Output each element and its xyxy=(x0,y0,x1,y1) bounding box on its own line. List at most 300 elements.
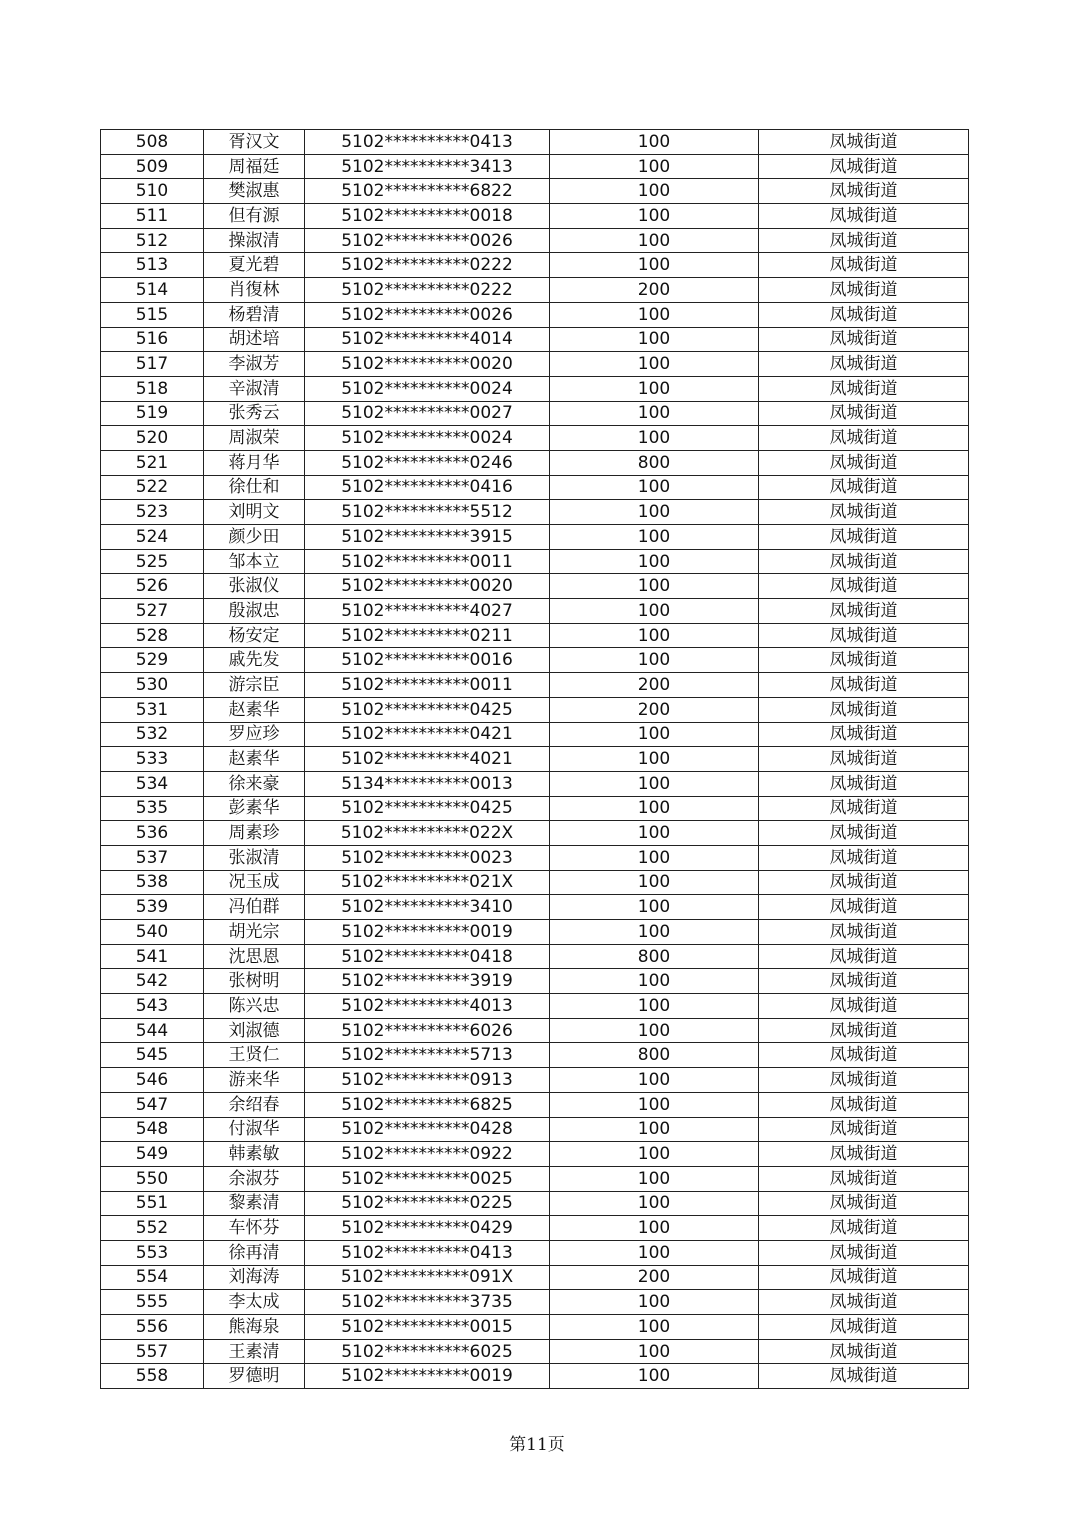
table-row xyxy=(101,771,969,796)
id-number-cell: 5102**********0211 xyxy=(305,623,550,648)
page-number: 第11页 xyxy=(509,1435,565,1455)
amount-cell: 100 xyxy=(550,895,759,920)
row-index-cell: 557 xyxy=(101,1339,204,1364)
id-number-cell: 5102**********3915 xyxy=(305,525,550,550)
table-row xyxy=(101,845,969,870)
street-cell: 凤城街道 xyxy=(759,228,969,253)
id-number-cell: 5102**********0425 xyxy=(305,796,550,821)
amount-cell: 800 xyxy=(550,1043,759,1068)
id-number-cell: 5102**********4013 xyxy=(305,994,550,1019)
name-cell: 张淑清 xyxy=(204,845,305,870)
row-index-cell: 532 xyxy=(101,722,204,747)
street-cell: 凤城街道 xyxy=(759,525,969,550)
row-index-cell: 508 xyxy=(101,130,204,155)
amount-cell: 100 xyxy=(550,302,759,327)
name-cell: 周淑荣 xyxy=(204,426,305,451)
id-number-cell: 5102**********0026 xyxy=(305,228,550,253)
name-cell: 游来华 xyxy=(204,1068,305,1093)
name-cell: 颜少田 xyxy=(204,525,305,550)
id-number-cell: 5102**********0246 xyxy=(305,450,550,475)
name-cell: 罗德明 xyxy=(204,1364,305,1389)
name-cell: 罗应珍 xyxy=(204,722,305,747)
table-row xyxy=(101,895,969,920)
table-row xyxy=(101,722,969,747)
street-cell: 凤城街道 xyxy=(759,722,969,747)
street-cell: 凤城街道 xyxy=(759,500,969,525)
row-index-cell: 526 xyxy=(101,574,204,599)
amount-cell: 100 xyxy=(550,179,759,204)
amount-cell: 100 xyxy=(550,722,759,747)
street-cell: 凤城街道 xyxy=(759,1339,969,1364)
name-cell: 张秀云 xyxy=(204,401,305,426)
amount-cell: 100 xyxy=(550,549,759,574)
table-row xyxy=(101,673,969,698)
name-cell: 张树明 xyxy=(204,969,305,994)
name-cell: 周福廷 xyxy=(204,154,305,179)
street-cell: 凤城街道 xyxy=(759,426,969,451)
row-index-cell: 535 xyxy=(101,796,204,821)
name-cell: 付淑华 xyxy=(204,1117,305,1142)
amount-cell: 100 xyxy=(550,401,759,426)
row-index-cell: 548 xyxy=(101,1117,204,1142)
row-index-cell: 540 xyxy=(101,920,204,945)
table-row xyxy=(101,599,969,624)
id-number-cell: 5102**********5713 xyxy=(305,1043,550,1068)
table-row xyxy=(101,376,969,401)
row-index-cell: 549 xyxy=(101,1142,204,1167)
name-cell: 王贤仁 xyxy=(204,1043,305,1068)
id-number-cell: 5102**********4014 xyxy=(305,327,550,352)
row-index-cell: 556 xyxy=(101,1315,204,1340)
name-cell: 刘淑德 xyxy=(204,1018,305,1043)
row-index-cell: 558 xyxy=(101,1364,204,1389)
table-row xyxy=(101,500,969,525)
row-index-cell: 545 xyxy=(101,1043,204,1068)
name-cell: 沈思恩 xyxy=(204,944,305,969)
name-cell: 杨碧清 xyxy=(204,302,305,327)
table-row xyxy=(101,450,969,475)
name-cell: 殷淑忠 xyxy=(204,599,305,624)
row-index-cell: 552 xyxy=(101,1216,204,1241)
amount-cell: 100 xyxy=(550,130,759,155)
row-index-cell: 553 xyxy=(101,1240,204,1265)
table-row xyxy=(101,352,969,377)
id-number-cell: 5102**********0019 xyxy=(305,920,550,945)
row-index-cell: 550 xyxy=(101,1166,204,1191)
id-number-cell: 5102**********0913 xyxy=(305,1068,550,1093)
street-cell: 凤城街道 xyxy=(759,623,969,648)
amount-cell: 100 xyxy=(550,1018,759,1043)
table-row xyxy=(101,426,969,451)
street-cell: 凤城街道 xyxy=(759,796,969,821)
table-row xyxy=(101,870,969,895)
amount-cell: 100 xyxy=(550,475,759,500)
id-number-cell: 5102**********0222 xyxy=(305,253,550,278)
id-number-cell: 5102**********0019 xyxy=(305,1364,550,1389)
street-cell: 凤城街道 xyxy=(759,154,969,179)
name-cell: 冯伯群 xyxy=(204,895,305,920)
street-cell: 凤城街道 xyxy=(759,1265,969,1290)
name-cell: 熊海泉 xyxy=(204,1315,305,1340)
table-row xyxy=(101,1117,969,1142)
id-number-cell: 5102**********0413 xyxy=(305,130,550,155)
amount-cell: 100 xyxy=(550,747,759,772)
name-cell: 彭素华 xyxy=(204,796,305,821)
id-number-cell: 5102**********4021 xyxy=(305,747,550,772)
amount-cell: 100 xyxy=(550,969,759,994)
table-row xyxy=(101,549,969,574)
street-cell: 凤城街道 xyxy=(759,673,969,698)
row-index-cell: 514 xyxy=(101,278,204,303)
amount-cell: 100 xyxy=(550,376,759,401)
street-cell: 凤城街道 xyxy=(759,302,969,327)
street-cell: 凤城街道 xyxy=(759,1240,969,1265)
name-cell: 赵素华 xyxy=(204,697,305,722)
id-number-cell: 5102**********0421 xyxy=(305,722,550,747)
table-row xyxy=(101,648,969,673)
row-index-cell: 527 xyxy=(101,599,204,624)
id-number-cell: 5102**********6822 xyxy=(305,179,550,204)
amount-cell: 100 xyxy=(550,920,759,945)
street-cell: 凤城街道 xyxy=(759,870,969,895)
street-cell: 凤城街道 xyxy=(759,969,969,994)
row-index-cell: 543 xyxy=(101,994,204,1019)
amount-cell: 100 xyxy=(550,1191,759,1216)
name-cell: 余绍春 xyxy=(204,1092,305,1117)
id-number-cell: 5102**********091X xyxy=(305,1265,550,1290)
table-row xyxy=(101,623,969,648)
table-row xyxy=(101,1240,969,1265)
row-index-cell: 525 xyxy=(101,549,204,574)
amount-cell: 100 xyxy=(550,1068,759,1093)
row-index-cell: 520 xyxy=(101,426,204,451)
amount-cell: 800 xyxy=(550,450,759,475)
row-index-cell: 541 xyxy=(101,944,204,969)
amount-cell: 200 xyxy=(550,1265,759,1290)
row-index-cell: 524 xyxy=(101,525,204,550)
amount-cell: 200 xyxy=(550,278,759,303)
amount-cell: 100 xyxy=(550,648,759,673)
street-cell: 凤城街道 xyxy=(759,450,969,475)
street-cell: 凤城街道 xyxy=(759,599,969,624)
row-index-cell: 517 xyxy=(101,352,204,377)
name-cell: 徐仕和 xyxy=(204,475,305,500)
id-number-cell: 5102**********0429 xyxy=(305,1216,550,1241)
id-number-cell: 5102**********0225 xyxy=(305,1191,550,1216)
row-index-cell: 519 xyxy=(101,401,204,426)
table-row xyxy=(101,821,969,846)
table-row xyxy=(101,1068,969,1093)
id-number-cell: 5102**********3919 xyxy=(305,969,550,994)
name-cell: 徐再清 xyxy=(204,1240,305,1265)
street-cell: 凤城街道 xyxy=(759,771,969,796)
id-number-cell: 5102**********4027 xyxy=(305,599,550,624)
table-row xyxy=(101,697,969,722)
row-index-cell: 510 xyxy=(101,179,204,204)
amount-cell: 100 xyxy=(550,1142,759,1167)
row-index-cell: 513 xyxy=(101,253,204,278)
id-number-cell: 5102**********0015 xyxy=(305,1315,550,1340)
name-cell: 樊淑惠 xyxy=(204,179,305,204)
name-cell: 李淑芳 xyxy=(204,352,305,377)
table-row xyxy=(101,1166,969,1191)
table-row xyxy=(101,401,969,426)
id-number-cell: 5102**********0020 xyxy=(305,574,550,599)
street-cell: 凤城街道 xyxy=(759,1043,969,1068)
name-cell: 胥汉文 xyxy=(204,130,305,155)
table-row xyxy=(101,1092,969,1117)
name-cell: 刘海涛 xyxy=(204,1265,305,1290)
amount-cell: 100 xyxy=(550,253,759,278)
name-cell: 余淑芬 xyxy=(204,1166,305,1191)
row-index-cell: 533 xyxy=(101,747,204,772)
id-number-cell: 5102**********021X xyxy=(305,870,550,895)
id-number-cell: 5102**********0023 xyxy=(305,845,550,870)
id-number-cell: 5102**********3413 xyxy=(305,154,550,179)
row-index-cell: 523 xyxy=(101,500,204,525)
row-index-cell: 538 xyxy=(101,870,204,895)
amount-cell: 100 xyxy=(550,623,759,648)
row-index-cell: 512 xyxy=(101,228,204,253)
id-number-cell: 5102**********0011 xyxy=(305,549,550,574)
table-row xyxy=(101,525,969,550)
amount-cell: 100 xyxy=(550,599,759,624)
street-cell: 凤城街道 xyxy=(759,994,969,1019)
amount-cell: 100 xyxy=(550,870,759,895)
table-row xyxy=(101,1315,969,1340)
id-number-cell: 5102**********0018 xyxy=(305,204,550,229)
amount-cell: 200 xyxy=(550,673,759,698)
table-row xyxy=(101,994,969,1019)
row-index-cell: 529 xyxy=(101,648,204,673)
row-index-cell: 522 xyxy=(101,475,204,500)
id-number-cell: 5102**********0027 xyxy=(305,401,550,426)
row-index-cell: 547 xyxy=(101,1092,204,1117)
amount-cell: 100 xyxy=(550,1339,759,1364)
amount-cell: 100 xyxy=(550,771,759,796)
table-row xyxy=(101,1191,969,1216)
street-cell: 凤城街道 xyxy=(759,376,969,401)
amount-cell: 100 xyxy=(550,327,759,352)
street-cell: 凤城街道 xyxy=(759,278,969,303)
street-cell: 凤城街道 xyxy=(759,920,969,945)
row-index-cell: 518 xyxy=(101,376,204,401)
street-cell: 凤城街道 xyxy=(759,1142,969,1167)
table-row xyxy=(101,920,969,945)
amount-cell: 100 xyxy=(550,1364,759,1389)
row-index-cell: 516 xyxy=(101,327,204,352)
table-row xyxy=(101,1290,969,1315)
street-cell: 凤城街道 xyxy=(759,1191,969,1216)
street-cell: 凤城街道 xyxy=(759,574,969,599)
id-number-cell: 5102**********0024 xyxy=(305,376,550,401)
row-index-cell: 536 xyxy=(101,821,204,846)
id-number-cell: 5102**********0011 xyxy=(305,673,550,698)
table-row xyxy=(101,278,969,303)
name-cell: 韩素敏 xyxy=(204,1142,305,1167)
amount-cell: 100 xyxy=(550,1315,759,1340)
amount-cell: 100 xyxy=(550,1117,759,1142)
street-cell: 凤城街道 xyxy=(759,747,969,772)
amount-cell: 100 xyxy=(550,796,759,821)
street-cell: 凤城街道 xyxy=(759,821,969,846)
table-row xyxy=(101,253,969,278)
id-number-cell: 5102**********0416 xyxy=(305,475,550,500)
street-cell: 凤城街道 xyxy=(759,475,969,500)
row-index-cell: 537 xyxy=(101,845,204,870)
street-cell: 凤城街道 xyxy=(759,253,969,278)
street-cell: 凤城街道 xyxy=(759,401,969,426)
row-index-cell: 546 xyxy=(101,1068,204,1093)
amount-cell: 800 xyxy=(550,944,759,969)
name-cell: 蒋月华 xyxy=(204,450,305,475)
street-cell: 凤城街道 xyxy=(759,549,969,574)
table-row xyxy=(101,204,969,229)
name-cell: 李太成 xyxy=(204,1290,305,1315)
name-cell: 况玉成 xyxy=(204,870,305,895)
row-index-cell: 539 xyxy=(101,895,204,920)
name-cell: 王素清 xyxy=(204,1339,305,1364)
name-cell: 肖復林 xyxy=(204,278,305,303)
name-cell: 车怀芬 xyxy=(204,1216,305,1241)
id-number-cell: 5102**********0020 xyxy=(305,352,550,377)
street-cell: 凤城街道 xyxy=(759,845,969,870)
row-index-cell: 515 xyxy=(101,302,204,327)
id-number-cell: 5102**********0222 xyxy=(305,278,550,303)
name-cell: 胡光宗 xyxy=(204,920,305,945)
row-index-cell: 531 xyxy=(101,697,204,722)
amount-cell: 100 xyxy=(550,1240,759,1265)
amount-cell: 100 xyxy=(550,154,759,179)
row-index-cell: 542 xyxy=(101,969,204,994)
records-table xyxy=(100,129,969,1389)
table-row xyxy=(101,1018,969,1043)
amount-cell: 100 xyxy=(550,525,759,550)
table-row xyxy=(101,228,969,253)
street-cell: 凤城街道 xyxy=(759,895,969,920)
amount-cell: 200 xyxy=(550,697,759,722)
table-row xyxy=(101,1364,969,1389)
name-cell: 周素珍 xyxy=(204,821,305,846)
row-index-cell: 509 xyxy=(101,154,204,179)
id-number-cell: 5102**********5512 xyxy=(305,500,550,525)
amount-cell: 100 xyxy=(550,1166,759,1191)
street-cell: 凤城街道 xyxy=(759,1290,969,1315)
table-row xyxy=(101,969,969,994)
row-index-cell: 534 xyxy=(101,771,204,796)
table-row xyxy=(101,1043,969,1068)
amount-cell: 100 xyxy=(550,500,759,525)
id-number-cell: 5102**********022X xyxy=(305,821,550,846)
table-row xyxy=(101,475,969,500)
name-cell: 夏光碧 xyxy=(204,253,305,278)
id-number-cell: 5102**********0428 xyxy=(305,1117,550,1142)
row-index-cell: 555 xyxy=(101,1290,204,1315)
street-cell: 凤城街道 xyxy=(759,179,969,204)
street-cell: 凤城街道 xyxy=(759,648,969,673)
id-number-cell: 5102**********0418 xyxy=(305,944,550,969)
street-cell: 凤城街道 xyxy=(759,1117,969,1142)
records-table-body xyxy=(101,130,969,1389)
id-number-cell: 5102**********6825 xyxy=(305,1092,550,1117)
table-row xyxy=(101,1142,969,1167)
row-index-cell: 511 xyxy=(101,204,204,229)
name-cell: 徐来豪 xyxy=(204,771,305,796)
id-number-cell: 5102**********3735 xyxy=(305,1290,550,1315)
street-cell: 凤城街道 xyxy=(759,697,969,722)
name-cell: 陈兴忠 xyxy=(204,994,305,1019)
street-cell: 凤城街道 xyxy=(759,327,969,352)
id-number-cell: 5102**********0413 xyxy=(305,1240,550,1265)
name-cell: 张淑仪 xyxy=(204,574,305,599)
street-cell: 凤城街道 xyxy=(759,130,969,155)
street-cell: 凤城街道 xyxy=(759,1315,969,1340)
street-cell: 凤城街道 xyxy=(759,1166,969,1191)
table-row xyxy=(101,944,969,969)
id-number-cell: 5134**********0013 xyxy=(305,771,550,796)
id-number-cell: 5102**********0922 xyxy=(305,1142,550,1167)
id-number-cell: 5102**********6026 xyxy=(305,1018,550,1043)
table-row xyxy=(101,796,969,821)
street-cell: 凤城街道 xyxy=(759,944,969,969)
table-row xyxy=(101,327,969,352)
street-cell: 凤城街道 xyxy=(759,1216,969,1241)
table-row xyxy=(101,574,969,599)
name-cell: 刘明文 xyxy=(204,500,305,525)
row-index-cell: 528 xyxy=(101,623,204,648)
table-row xyxy=(101,747,969,772)
street-cell: 凤城街道 xyxy=(759,1018,969,1043)
street-cell: 凤城街道 xyxy=(759,1092,969,1117)
table-row xyxy=(101,302,969,327)
amount-cell: 100 xyxy=(550,821,759,846)
row-index-cell: 530 xyxy=(101,673,204,698)
table-row xyxy=(101,130,969,155)
name-cell: 赵素华 xyxy=(204,747,305,772)
name-cell: 操淑清 xyxy=(204,228,305,253)
id-number-cell: 5102**********0016 xyxy=(305,648,550,673)
name-cell: 杨安定 xyxy=(204,623,305,648)
name-cell: 辛淑清 xyxy=(204,376,305,401)
amount-cell: 100 xyxy=(550,1216,759,1241)
id-number-cell: 5102**********3410 xyxy=(305,895,550,920)
id-number-cell: 5102**********0024 xyxy=(305,426,550,451)
name-cell: 戚先发 xyxy=(204,648,305,673)
name-cell: 胡述培 xyxy=(204,327,305,352)
amount-cell: 100 xyxy=(550,426,759,451)
row-index-cell: 551 xyxy=(101,1191,204,1216)
street-cell: 凤城街道 xyxy=(759,1364,969,1389)
table-row xyxy=(101,179,969,204)
amount-cell: 100 xyxy=(550,228,759,253)
name-cell: 黎素清 xyxy=(204,1191,305,1216)
table-row xyxy=(101,1339,969,1364)
amount-cell: 100 xyxy=(550,204,759,229)
street-cell: 凤城街道 xyxy=(759,352,969,377)
table-row xyxy=(101,1216,969,1241)
table-row xyxy=(101,1265,969,1290)
id-number-cell: 5102**********0025 xyxy=(305,1166,550,1191)
row-index-cell: 554 xyxy=(101,1265,204,1290)
amount-cell: 100 xyxy=(550,1290,759,1315)
id-number-cell: 5102**********0425 xyxy=(305,697,550,722)
name-cell: 游宗臣 xyxy=(204,673,305,698)
id-number-cell: 5102**********6025 xyxy=(305,1339,550,1364)
amount-cell: 100 xyxy=(550,574,759,599)
amount-cell: 100 xyxy=(550,352,759,377)
table-row xyxy=(101,154,969,179)
name-cell: 邹本立 xyxy=(204,549,305,574)
